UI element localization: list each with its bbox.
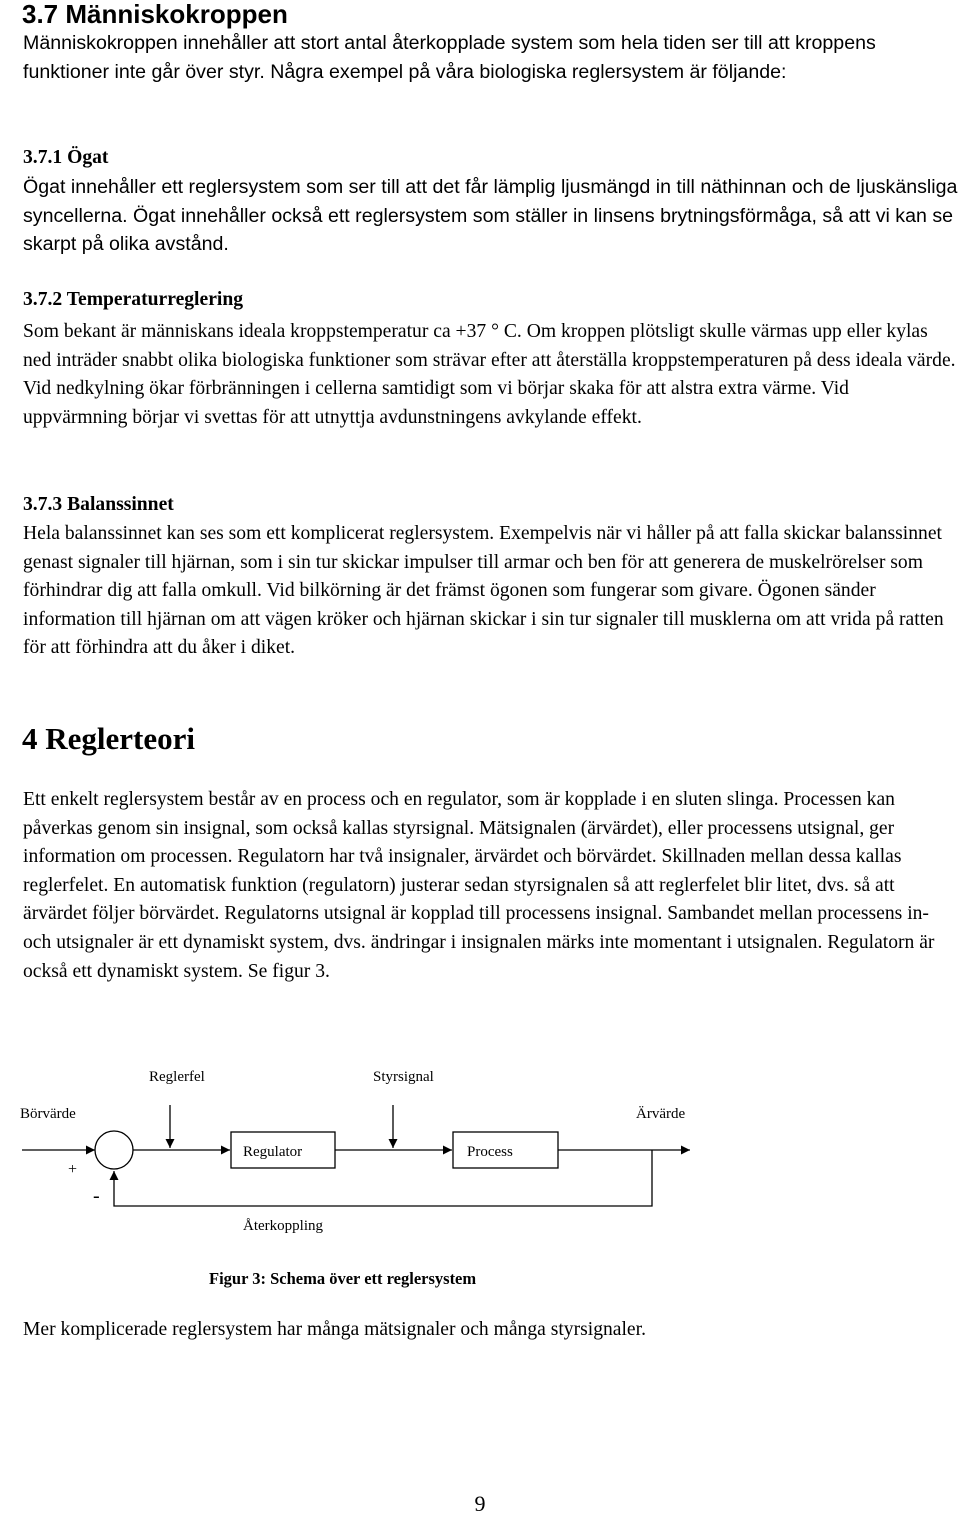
label-styrsignal: Styrsignal (373, 1069, 434, 1085)
subsection-heading-temperaturreglering: 3.7.2 Temperaturreglering (23, 289, 244, 310)
label-arvarde: Ärvärde (636, 1106, 686, 1122)
section-heading-manniskokroppen: 3.7 Människokroppen (22, 0, 288, 29)
feedback-line (114, 1150, 652, 1206)
process-block-label: Process (467, 1144, 513, 1160)
label-aterkoppling: Återkoppling (243, 1218, 323, 1234)
label-plus: + (68, 1161, 78, 1178)
chapter-heading-reglerteori: 4 Reglerteori (22, 721, 195, 756)
section-intro-paragraph: Människokroppen innehåller att stort antal återkopplade system som hela tiden ser till att kroppens funktioner inte går över styr. Några exempel på våra biologiska reglersystem är följande: (23, 32, 876, 83)
figure-caption: Figur 3: Schema över ett reglersystem (209, 1269, 477, 1288)
label-borvarde: Börvärde (20, 1106, 76, 1122)
control-loop-diagram (0, 1060, 960, 1300)
summing-junction (95, 1131, 133, 1169)
label-minus: - (93, 1185, 100, 1207)
label-reglerfel: Reglerfel (149, 1069, 205, 1085)
subsection-body-balanssinnet: Hela balanssinnet kan ses som ett komplicerat reglersystem. Exempelvis när vi håller på att falla skickar balanssinnet genast signaler till hjärnan, som i sin tur skickar impulser till armar och ben för att generera de muskelrörelser som förhindrar dig att falla omkull. Vid bilkörning är det främst ögonen som fungerar som givare. Ögonen sänder information till hjärnan om att vägen kröker och hjärnan skickar i sin tur signaler till musklerna om att vrida på ratten för att förhindra att du åker i diket. (23, 523, 944, 659)
page-number: 9 (474, 1491, 486, 1516)
subsection-heading-balanssinnet: 3.7.3 Balanssinnet (23, 494, 174, 515)
subsection-body-temperaturreglering: Som bekant är människans ideala kroppstemperatur ca +37 ° C. Om kroppen plötsligt skulle värmas upp eller kylas ned inträder snabbt olika biologiska funktioner som strävar efter att återställa kroppstemperaturen på dess ideala värde. Vid nedkylning ökar förbränningen i cellerna samtidigt som vi börjar skaka för att alstra extra värme. Vid uppvärmning börjar vi svettas för att utnyttja avdunstningens avkylande effekt. (23, 321, 956, 428)
subsection-body-ogat: Ögat innehåller ett reglersystem som ser till att det får lämplig ljusmängd in till näthinnan och de ljuskänsliga syncellerna. Ögat innehåller också ett reglersystem som ställer in linsens brytningsförmåga, så att vi kan se skarpt på olika avstånd. (23, 176, 958, 256)
subsection-heading-ogat: 3.7.1 Ögat (23, 147, 109, 168)
closing-paragraph: Mer komplicerade reglersystem har många mätsignaler och många styrsignaler. (23, 1319, 646, 1340)
regulator-block-label: Regulator (243, 1144, 303, 1160)
chapter-body-reglerteori: Ett enkelt reglersystem består av en process och en regulator, som är kopplade i en sluten slinga. Processen kan påverkas genom sin insignal, som också kallas styrsignal. Mätsignalen (ärvärdet), eller processens utsignal, ger information om processen. Regulatorn har två insignaler, ärvärdet och börvärdet. Skillnaden mellan dessa kallas reglerfelet. En automatisk funktion (regulatorn) justerar sedan styrsignalen så att reglerfelet blir litet, dvs. så att ärvärdet följer börvärdet. Regulatorns utsignal är kopplad till processens insignal. Sambandet mellan processens in- och utsignaler är ett dynamiskt system, dvs. ändringar i insignalen märks inte momentant i utsignalen. Regulatorn är också ett dynamiskt system. Se figur 3. (23, 789, 935, 982)
